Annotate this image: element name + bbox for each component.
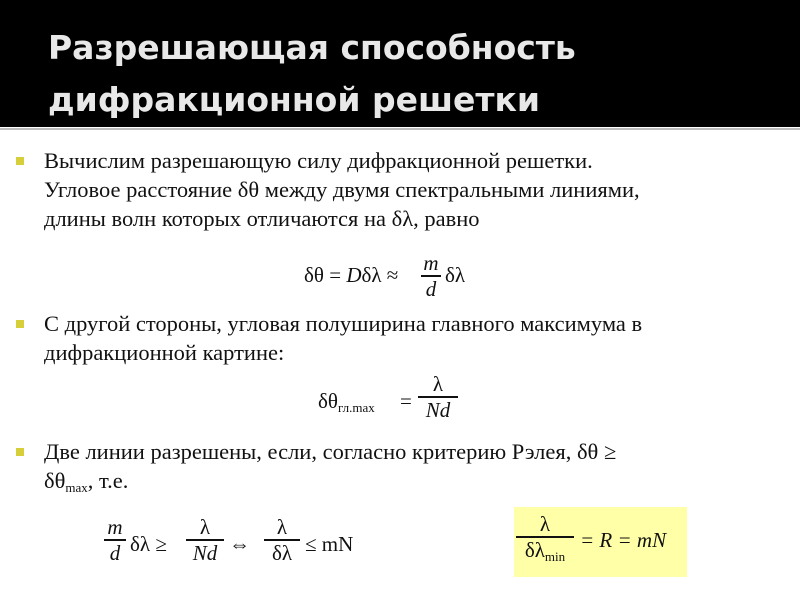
bullet-3-sub: max — [65, 480, 88, 495]
formula1-numerator: m — [423, 251, 439, 275]
formula3-term-2: ≤ mN — [305, 532, 354, 556]
formula1-mid: δλ ≈ — [361, 263, 399, 287]
title-line-1: Разрешающая способность — [48, 28, 576, 67]
bullet-1-line-2: Угловое расстояние δθ между двумя спектральными линиями, — [44, 177, 640, 202]
formula2-lhs: δθ — [318, 389, 338, 413]
formula3-numerator-3: λ — [276, 515, 288, 539]
formula-half-width — [318, 389, 375, 416]
bullet-1-line-1: Вычислим разрешающую силу дифракционной решетки. — [44, 148, 593, 173]
bullet-3-delta-theta: δθ — [44, 468, 66, 493]
title-line-2: дифракционной решетки — [48, 80, 541, 119]
bullet-marker-2 — [16, 320, 24, 328]
bullet-2-line-1: С другой стороны, угловая полуширина главного максимума в — [44, 311, 643, 336]
formula4-den-main: δλ — [524, 537, 545, 562]
bullet-text-1 — [44, 146, 784, 233]
formula1-fraction — [421, 251, 441, 301]
formula3-denominator-3: δλ — [271, 540, 293, 565]
bullet-1-line-3: длины волн которых отличаются на δλ, равно — [44, 206, 480, 231]
bullet-text-2 — [44, 309, 784, 367]
bullet-text-3 — [44, 437, 784, 502]
formula2-fraction — [418, 372, 458, 422]
formula3-iff: ⇔ — [229, 532, 250, 556]
bullet-3-tail: , т.е. — [87, 468, 129, 493]
bullet-3-line-1: Две линии разрешены, если, согласно критерию Рэлея, δθ ≥ — [44, 439, 617, 464]
formula4-rhs: = R = mN — [580, 528, 667, 552]
formula1-tail: δλ — [445, 263, 466, 287]
formula3-term-1: δλ ≥ — [130, 532, 167, 556]
formula4-fraction — [516, 512, 574, 569]
formula1-D: D — [346, 263, 362, 287]
formula4-denominator — [516, 538, 574, 569]
bullet-3-line-2 — [44, 466, 784, 502]
title-divider — [0, 128, 800, 130]
formula-angular-distance — [304, 263, 398, 288]
formula3-numerator-1: m — [107, 515, 123, 539]
formula3-fraction-2 — [186, 515, 224, 565]
formula4-den-sub: min — [544, 548, 566, 564]
formula2-denominator: Nd — [425, 397, 451, 422]
formula3-numerator-2: λ — [199, 515, 211, 539]
formula2-numerator: λ — [432, 372, 444, 396]
bullet-marker-1 — [16, 157, 24, 165]
bullet-2-line-2: дифракционной картине: — [44, 340, 285, 365]
formula2-eq: = — [400, 389, 412, 413]
formula3-fraction-3 — [264, 515, 300, 565]
formula1-lhs: δθ = — [304, 263, 347, 287]
formula4-numerator: λ — [539, 512, 551, 536]
bullet-marker-3 — [16, 448, 24, 456]
formula3-fraction-1 — [104, 515, 126, 565]
formula1-denominator: d — [425, 276, 437, 301]
formula3-denominator-2: Nd — [192, 540, 218, 565]
formula3-denominator-1: d — [109, 540, 121, 565]
formula2-sub: гл.max — [337, 400, 375, 415]
slide-title — [48, 22, 788, 126]
